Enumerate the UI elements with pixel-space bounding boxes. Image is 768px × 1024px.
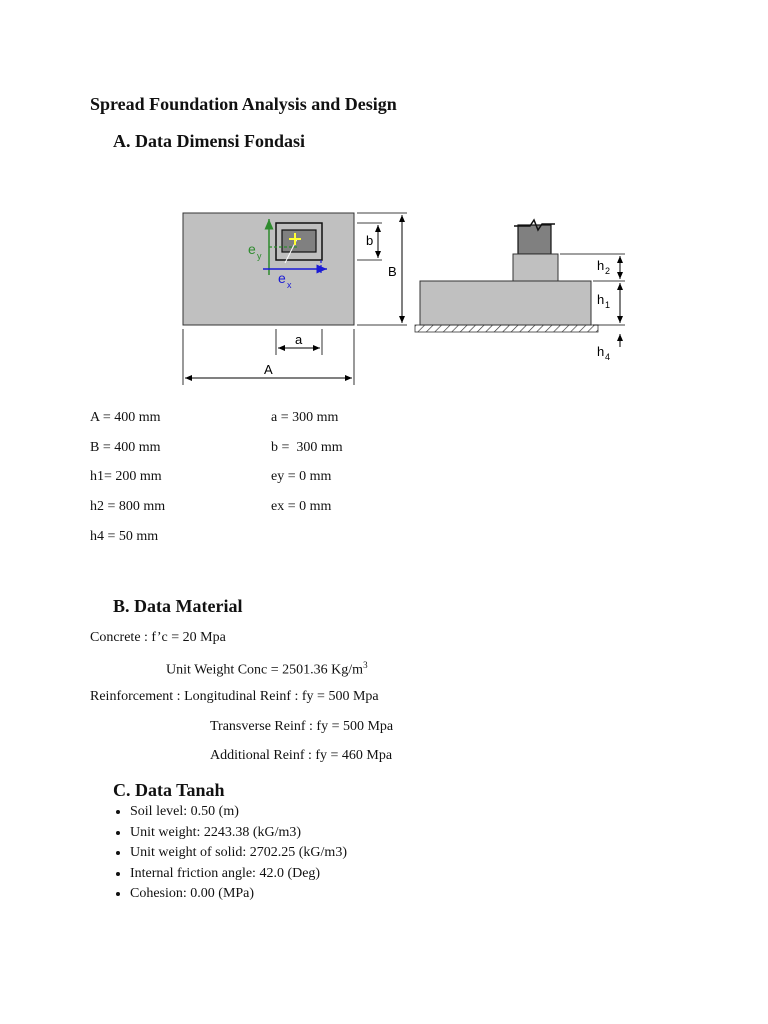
soil-hatch — [415, 325, 598, 332]
section-b-heading: B. Data Material — [113, 596, 243, 616]
reinf-additional: Additional Reinf : fy = 460 Mpa — [210, 748, 393, 763]
list-item: • Unit weight of solid: 2702.25 (kG/m3) — [130, 843, 347, 864]
ex-sub: x — [287, 280, 292, 290]
unit-weight-text: Unit Weight Conc = 2501.36 Kg/m — [166, 662, 364, 678]
A-label: A — [264, 362, 273, 377]
a-label: a — [295, 332, 303, 347]
section-c-heading: C. Data Tanah — [113, 780, 225, 800]
h1-sub: 1 — [605, 300, 611, 310]
unit-weight-sup: 3 — [363, 660, 368, 670]
plan-view-diagram — [175, 205, 415, 390]
h2-label: h — [597, 258, 605, 273]
h2-sub: 2 — [605, 266, 611, 276]
dim-h2: h2 = 800 mm — [90, 499, 166, 514]
b-label: b — [366, 233, 374, 248]
dim-h4: h4 = 50 mm — [90, 529, 159, 544]
dim-h1: h1= 200 mm — [90, 469, 162, 484]
dim-B: B = 400 mm — [90, 440, 161, 455]
dim-b: b = 300 mm — [271, 440, 343, 455]
list-item: • Soil level: 0.50 (m) — [130, 802, 347, 823]
column-stub — [518, 225, 551, 254]
B-label: B — [388, 264, 397, 279]
reinf-transverse: Transverse Reinf : fy = 500 Mpa — [210, 719, 394, 734]
ey-label: e — [248, 241, 256, 257]
ey-sub: y — [257, 251, 262, 261]
list-item: • Unit weight: 2243.38 (kG/m3) — [130, 823, 347, 844]
h4-sub: 4 — [605, 352, 611, 362]
dim-a: a = 300 mm — [271, 410, 339, 425]
concrete-strength: Concrete : f’c = 20 Mpa — [90, 630, 226, 645]
unit-weight-conc — [166, 660, 368, 679]
reinf-longitudinal: Reinforcement : Longitudinal Reinf : fy = 500 Mpa — [90, 689, 379, 704]
list-item: • Cohesion: 0.00 (MPa) — [130, 884, 347, 905]
page-title: Spread Foundation Analysis and Design — [90, 94, 397, 114]
dim-ey: ey = 0 mm — [271, 469, 332, 484]
section-a-heading: A. Data Dimensi Fondasi — [113, 131, 306, 151]
footing-section — [420, 281, 591, 325]
h4-label: h — [597, 344, 605, 359]
section-view-diagram — [410, 212, 635, 364]
list-item: • Internal friction angle: 42.0 (Deg) — [130, 864, 347, 885]
soil-data-list — [110, 802, 347, 905]
column-plan — [282, 230, 316, 252]
pedestal — [513, 254, 558, 281]
ex-label: e — [278, 270, 286, 286]
h1-label: h — [597, 292, 605, 307]
dim-ex: ex = 0 mm — [271, 499, 332, 514]
dim-A: A = 400 mm — [90, 410, 161, 425]
